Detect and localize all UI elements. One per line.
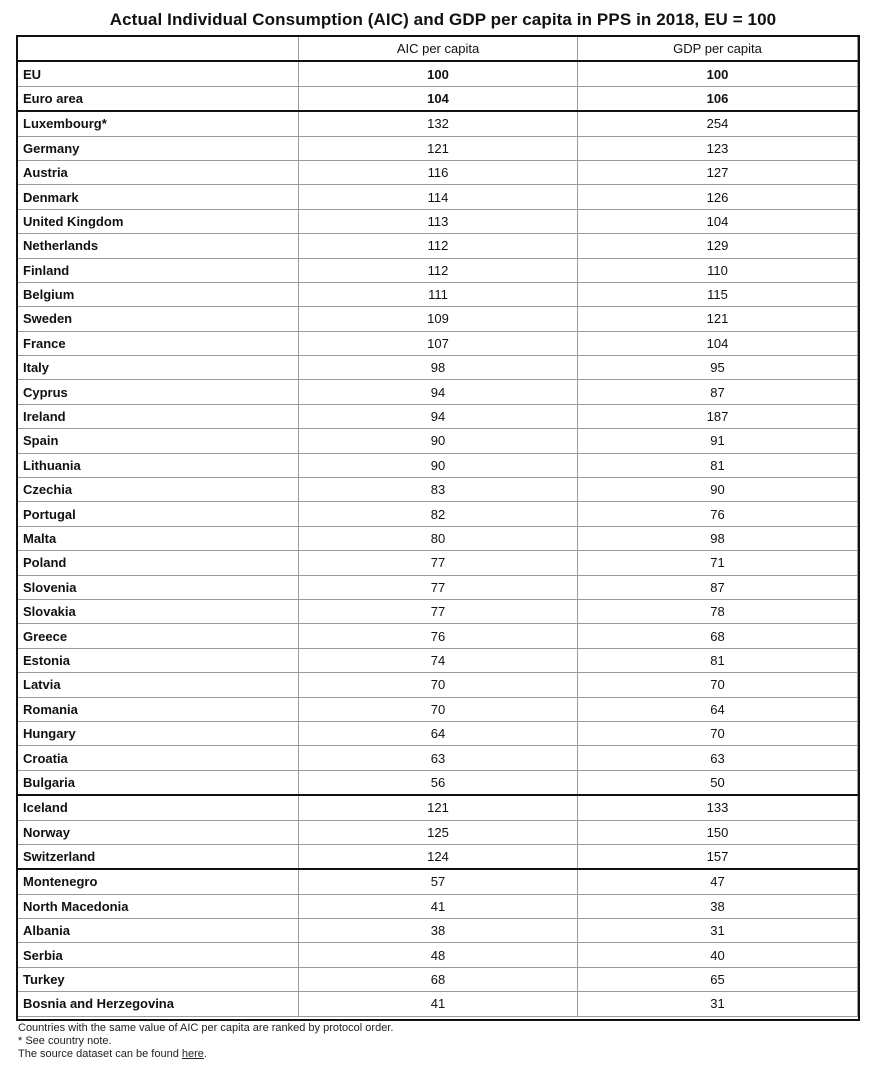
gdp-cell: 78 [578,599,858,623]
gdp-cell: 106 [578,86,858,111]
country-cell: Switzerland [18,844,299,869]
aic-cell: 70 [299,697,578,721]
gdp-cell: 76 [578,502,858,526]
aic-cell: 82 [299,502,578,526]
country-cell: Romania [18,697,299,721]
country-cell: Italy [18,356,299,380]
source-dataset-link[interactable]: here [181,1048,204,1060]
gdp-cell: 87 [578,380,858,404]
gdp-cell: 157 [578,844,858,869]
table-row [18,380,858,404]
table-row [18,894,858,918]
aic-cell: 76 [299,624,578,648]
gdp-cell: 81 [578,648,858,672]
gdp-cell: 104 [578,209,858,233]
aic-cell: 114 [299,185,578,209]
aic-cell: 112 [299,258,578,282]
country-cell: Norway [18,820,299,844]
country-cell: Ireland [18,404,299,428]
gdp-cell: 129 [578,234,858,258]
country-cell: Iceland [18,795,299,820]
country-cell: Bulgaria [18,770,299,795]
table-row [18,795,858,820]
gdp-cell: 95 [578,356,858,380]
country-cell: Croatia [18,746,299,770]
table-row [18,770,858,795]
gdp-cell: 31 [578,992,858,1016]
country-cell: France [18,331,299,355]
aic-cell: 125 [299,820,578,844]
gdp-cell: 64 [578,697,858,721]
note-source [18,1048,393,1061]
aic-cell: 74 [299,648,578,672]
country-cell: Cyprus [18,380,299,404]
table-row [18,502,858,526]
table-row [18,648,858,672]
table-row [18,282,858,306]
gdp-cell: 123 [578,136,858,160]
gdp-cell: 127 [578,160,858,184]
table-row [18,307,858,331]
table-row [18,429,858,453]
country-cell: Lithuania [18,453,299,477]
country-cell: EU [18,61,299,86]
gdp-cell: 187 [578,404,858,428]
gdp-cell: 50 [578,770,858,795]
aic-cell: 77 [299,575,578,599]
gdp-cell: 91 [578,429,858,453]
country-cell: Greece [18,624,299,648]
gdp-cell: 90 [578,478,858,502]
aic-cell: 113 [299,209,578,233]
country-cell: Poland [18,551,299,575]
table-row [18,86,858,111]
gdp-cell: 121 [578,307,858,331]
aic-cell: 41 [299,992,578,1016]
gdp-cell: 31 [578,919,858,943]
table-row [18,111,858,136]
country-cell: Latvia [18,673,299,697]
country-cell: Belgium [18,282,299,306]
aic-cell: 77 [299,599,578,623]
aic-cell: 77 [299,551,578,575]
country-cell: Bosnia and Herzegovina [18,992,299,1016]
table-row [18,746,858,770]
aic-cell: 111 [299,282,578,306]
aic-cell: 107 [299,331,578,355]
country-cell: Netherlands [18,234,299,258]
aic-cell: 121 [299,136,578,160]
country-cell: Serbia [18,943,299,967]
header-gdp: GDP per capita [578,37,858,62]
footnotes [18,1022,393,1061]
country-cell: Hungary [18,721,299,745]
table-row [18,869,858,894]
table-row [18,697,858,721]
table-row [18,404,858,428]
country-cell: Austria [18,160,299,184]
table-row [18,526,858,550]
country-cell: Euro area [18,86,299,111]
gdp-cell: 65 [578,967,858,991]
gdp-cell: 110 [578,258,858,282]
table-row [18,820,858,844]
aic-cell: 109 [299,307,578,331]
header-country [18,37,299,62]
gdp-cell: 133 [578,795,858,820]
table-row [18,967,858,991]
aic-cell: 70 [299,673,578,697]
gdp-cell: 81 [578,453,858,477]
table-row [18,160,858,184]
gdp-cell: 63 [578,746,858,770]
aic-cell: 98 [299,356,578,380]
aic-cell: 90 [299,453,578,477]
aic-cell: 121 [299,795,578,820]
gdp-cell: 47 [578,869,858,894]
aic-cell: 90 [299,429,578,453]
table-row [18,185,858,209]
aic-cell: 116 [299,160,578,184]
country-cell: Slovenia [18,575,299,599]
aic-cell: 124 [299,844,578,869]
gdp-cell: 104 [578,331,858,355]
gdp-cell: 254 [578,111,858,136]
aic-cell: 80 [299,526,578,550]
table-row [18,919,858,943]
aic-cell: 94 [299,380,578,404]
country-cell: Montenegro [18,869,299,894]
country-cell: United Kingdom [18,209,299,233]
aic-cell: 63 [299,746,578,770]
data-table [17,36,858,1017]
gdp-cell: 98 [578,526,858,550]
country-cell: Denmark [18,185,299,209]
header-aic: AIC per capita [299,37,578,62]
table-row [18,136,858,160]
table-header-row [18,37,858,62]
table-row [18,599,858,623]
note-source-prefix: The source dataset can be found [18,1048,182,1060]
table-row [18,943,858,967]
aic-cell: 100 [299,61,578,86]
table-row [18,575,858,599]
table-row [18,258,858,282]
country-cell: Finland [18,258,299,282]
aic-cell: 68 [299,967,578,991]
country-cell: Slovakia [18,599,299,623]
aic-cell: 56 [299,770,578,795]
aic-cell: 41 [299,894,578,918]
aic-cell: 132 [299,111,578,136]
gdp-cell: 40 [578,943,858,967]
country-cell: Malta [18,526,299,550]
aic-cell: 94 [299,404,578,428]
country-cell: Germany [18,136,299,160]
page-title: Actual Individual Consumption (AIC) and GDP per capita in PPS in 2018, EU = 100 [109,10,777,29]
aic-cell: 57 [299,869,578,894]
aic-cell: 38 [299,919,578,943]
note-ranking: Countries with the same value of AIC per capita are ranked by protocol order. [18,1022,394,1034]
gdp-cell: 150 [578,820,858,844]
country-cell: Portugal [18,502,299,526]
table-row [18,478,858,502]
table-row [18,356,858,380]
gdp-cell: 70 [578,673,858,697]
country-cell: Czechia [18,478,299,502]
table-row [18,331,858,355]
gdp-cell: 70 [578,721,858,745]
note-source-suffix: . [203,1048,207,1060]
aic-cell: 48 [299,943,578,967]
table-body [18,61,858,1016]
gdp-cell: 68 [578,624,858,648]
country-cell: Albania [18,919,299,943]
gdp-cell: 38 [578,894,858,918]
aic-cell: 104 [299,86,578,111]
table-row [18,453,858,477]
country-cell: North Macedonia [18,894,299,918]
gdp-cell: 100 [578,61,858,86]
table-row [18,61,858,86]
table-row [18,992,858,1016]
country-cell: Turkey [18,967,299,991]
table-row [18,721,858,745]
country-cell: Estonia [18,648,299,672]
note-country: * See country note. [18,1035,112,1047]
table-row [18,624,858,648]
gdp-cell: 126 [578,185,858,209]
country-cell: Spain [18,429,299,453]
table-row [18,551,858,575]
aic-cell: 112 [299,234,578,258]
country-cell: Sweden [18,307,299,331]
gdp-cell: 87 [578,575,858,599]
table-row [18,209,858,233]
country-cell: Luxembourg* [18,111,299,136]
gdp-cell: 71 [578,551,858,575]
aic-cell: 64 [299,721,578,745]
gdp-cell: 115 [578,282,858,306]
table-row [18,673,858,697]
table-row [18,234,858,258]
table-row [18,844,858,869]
aic-cell: 83 [299,478,578,502]
